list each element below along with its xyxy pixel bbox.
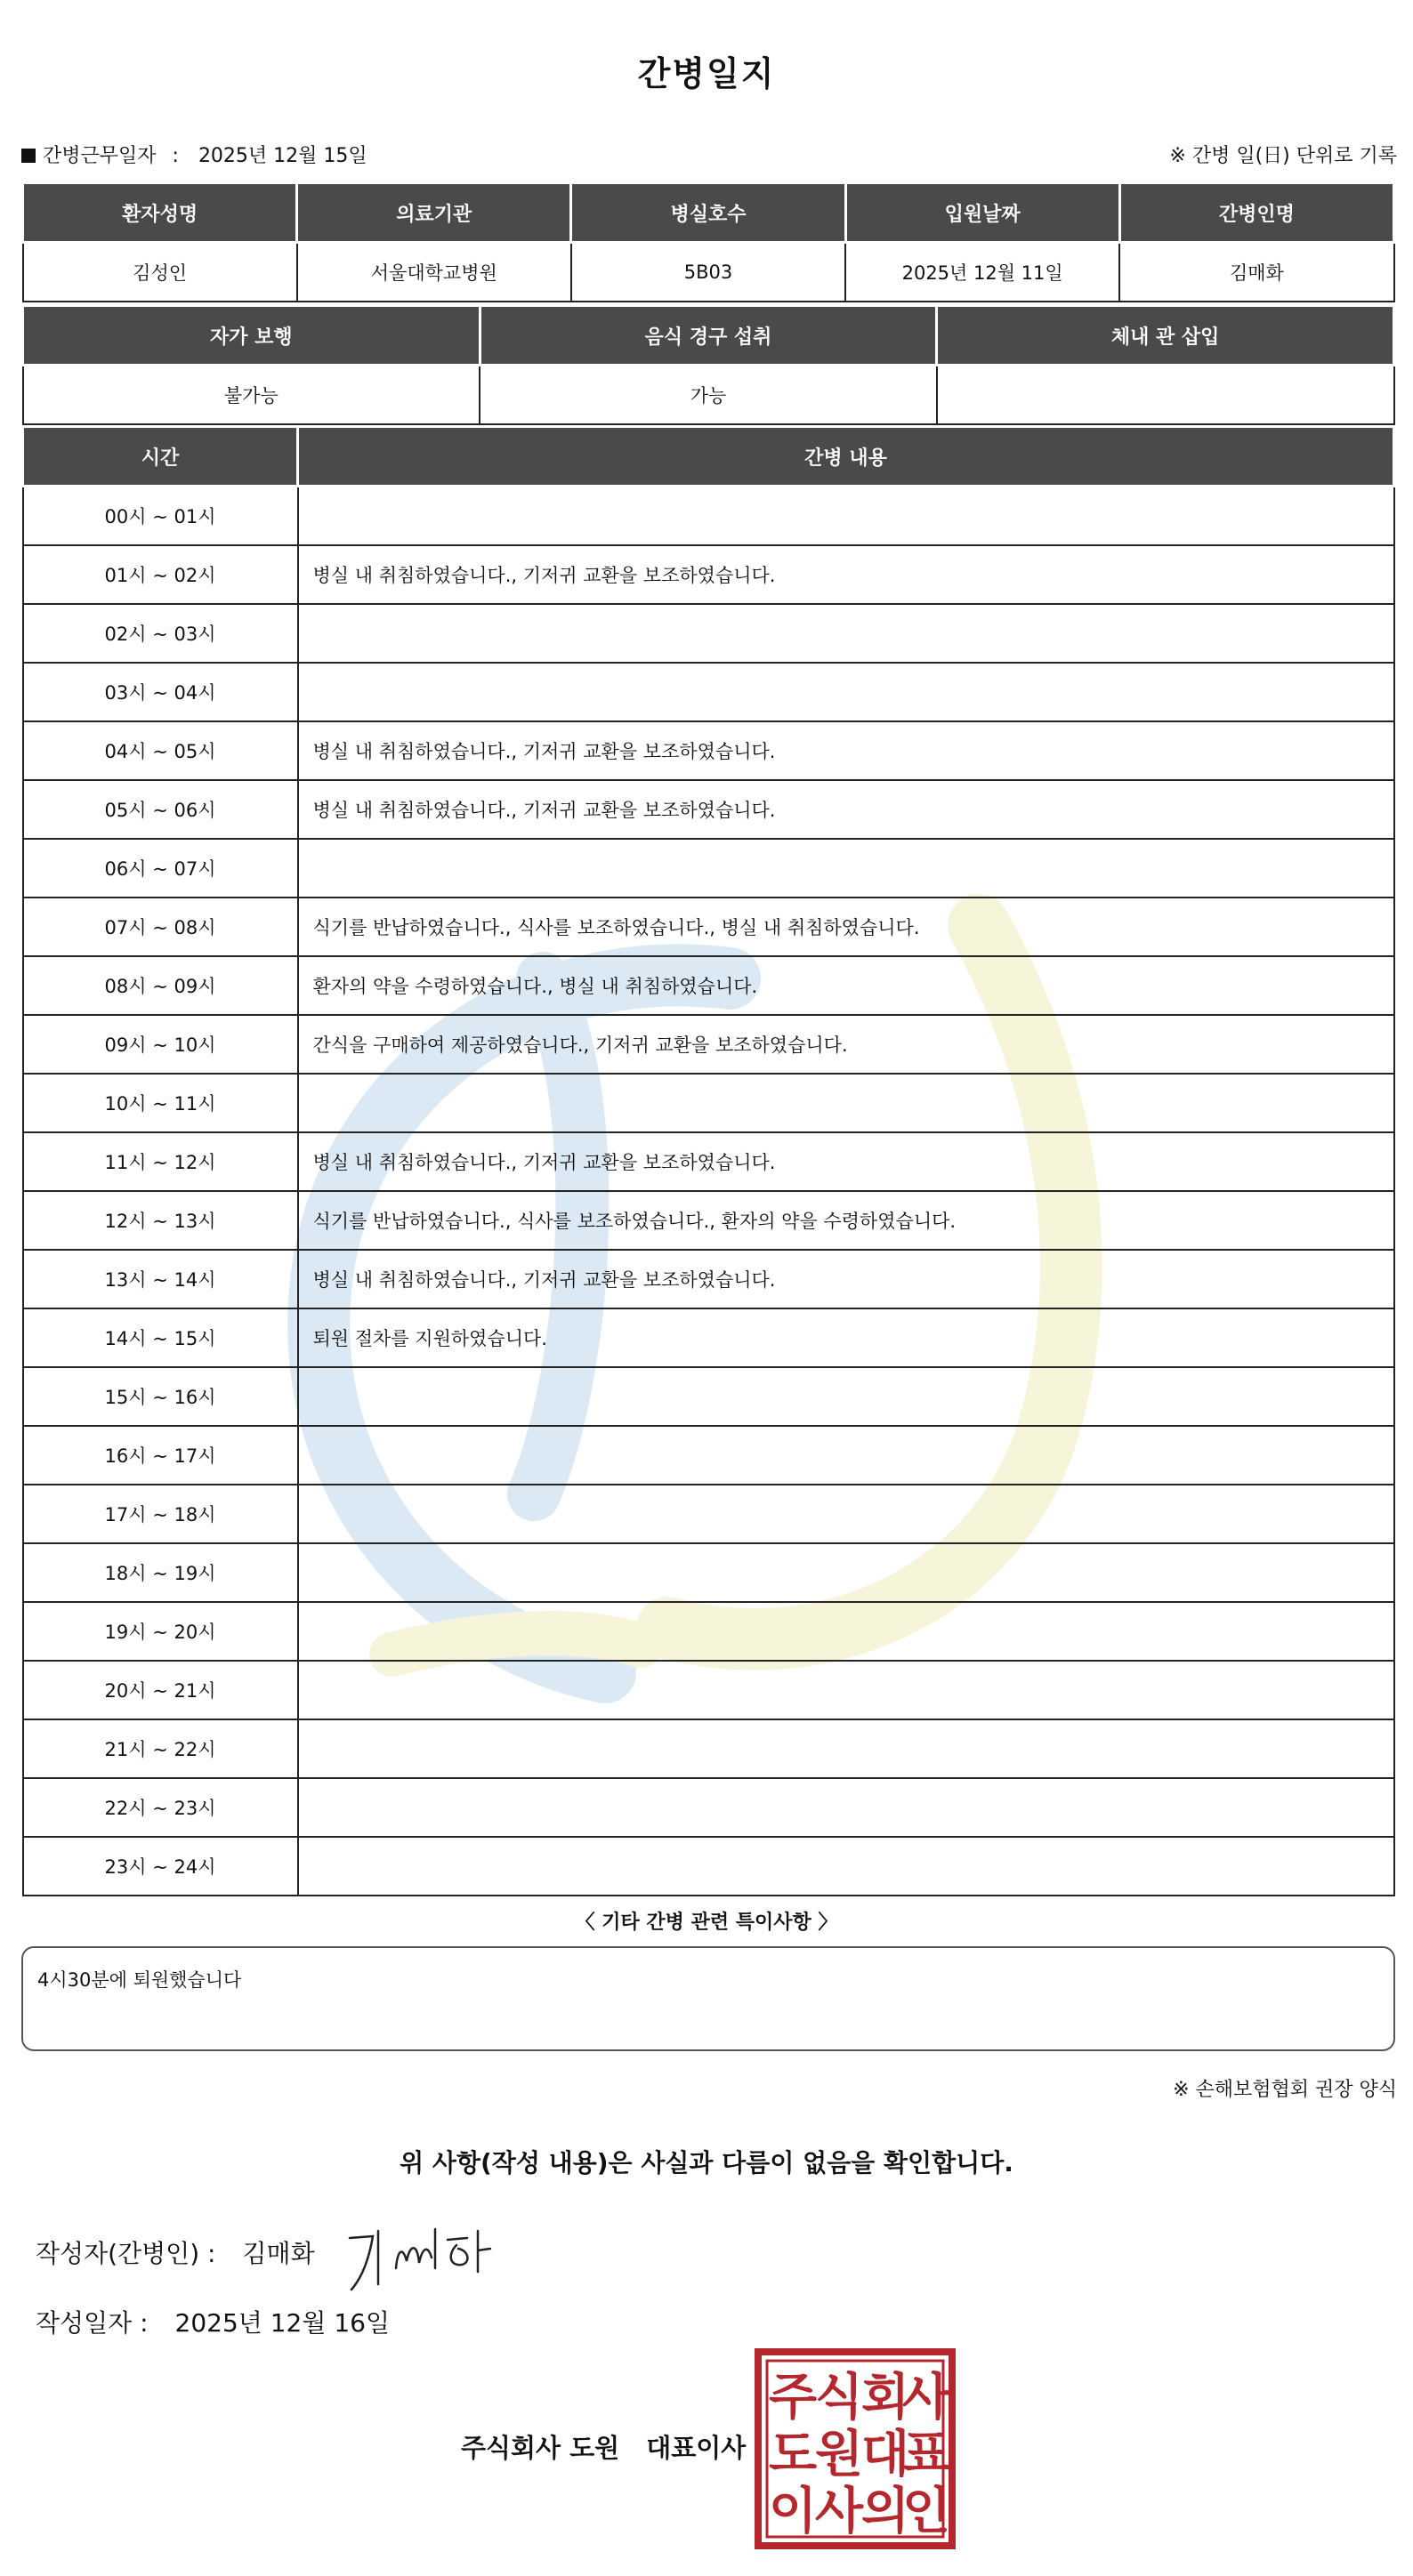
header-self-walking: 자가 보행: [23, 306, 480, 366]
care-content: [298, 1602, 1394, 1661]
time-slot: 11시 ~ 12시: [23, 1132, 298, 1191]
care-content: 병실 내 취침하였습니다., 기저귀 교환을 보조하였습니다.: [298, 780, 1394, 839]
time-slot: 08시 ~ 09시: [23, 956, 298, 1015]
caregiver-name: 김매화: [1119, 243, 1393, 302]
svg-text:인: 인: [901, 2483, 951, 2540]
time-slot: 09시 ~ 10시: [23, 1015, 298, 1074]
page-title: 간병일지: [637, 54, 776, 93]
special-notes-box: 4시30분에 퇴원했습니다: [21, 1946, 1395, 2051]
care-content: [298, 1778, 1394, 1837]
table-row: [23, 1367, 1394, 1426]
work-date-colon: :: [172, 145, 179, 167]
room-number: 5B03: [571, 243, 845, 302]
time-slot: 07시 ~ 08시: [23, 898, 298, 956]
care-content: 식기를 반납하였습니다., 식사를 보조하였습니다., 병실 내 취침하였습니다.: [298, 898, 1394, 956]
work-date-value: 2025년 12월 15일: [198, 145, 367, 167]
svg-text:이: 이: [768, 2483, 818, 2540]
svg-text:회: 회: [860, 2369, 910, 2427]
patient-name: 김성인: [23, 243, 297, 302]
written-date-value: 2025년 12월 16일: [174, 2308, 390, 2338]
header-tube-insertion: 체내 관 삽입: [937, 306, 1394, 366]
table-row: [23, 487, 1394, 546]
time-slot: 12시 ~ 13시: [23, 1191, 298, 1250]
time-slot: 05시 ~ 06시: [23, 780, 298, 839]
square-bullet-icon: [21, 149, 36, 163]
written-date-line: [36, 2304, 390, 2339]
table-row: [23, 1543, 1394, 1602]
tube-insertion: [937, 366, 1394, 425]
company-signature-line: [461, 2428, 746, 2465]
header-hospital: 의료기관: [297, 183, 571, 243]
handwritten-signature: [343, 2222, 498, 2293]
svg-text:표: 표: [901, 2426, 951, 2483]
header-room: 병실호수: [571, 183, 845, 243]
care-content: [298, 1367, 1394, 1426]
time-slot: 17시 ~ 18시: [23, 1485, 298, 1543]
unit-note: ※ 간병 일(日) 단위로 기록: [1169, 145, 1397, 167]
time-slot: 10시 ~ 11시: [23, 1074, 298, 1132]
recommend-note: ※ 손해보험협회 권장 양식: [1173, 2079, 1397, 2101]
header-caregiver-name: 간병인명: [1119, 183, 1393, 243]
care-content: [298, 1719, 1394, 1778]
header-care-content: 간병 내용: [298, 427, 1394, 487]
table-row: [23, 1074, 1394, 1132]
care-content: 병실 내 취침하였습니다., 기저귀 교환을 보조하였습니다.: [298, 545, 1394, 604]
table-row: [23, 1015, 1394, 1074]
patient-status-table: [21, 304, 1395, 425]
table-row: [23, 1661, 1394, 1719]
table-row: [23, 1132, 1394, 1191]
care-content: 식기를 반납하였습니다., 식사를 보조하였습니다., 환자의 약을 수령하였습니다.: [298, 1191, 1394, 1250]
svg-text:식: 식: [814, 2369, 864, 2427]
care-content: [298, 1485, 1394, 1543]
patient-info-table: [21, 181, 1395, 302]
svg-text:사: 사: [901, 2369, 951, 2427]
time-slot: 18시 ~ 19시: [23, 1543, 298, 1602]
time-slot: 22시 ~ 23시: [23, 1778, 298, 1837]
header-time: 시간: [23, 427, 298, 487]
table-row: [23, 1837, 1394, 1896]
care-content: 퇴원 절차를 지원하였습니다.: [298, 1308, 1394, 1367]
care-content: 간식을 구매하여 제공하였습니다., 기저귀 교환을 보조하였습니다.: [298, 1015, 1394, 1074]
time-slot: 00시 ~ 01시: [23, 487, 298, 546]
care-content: 병실 내 취침하였습니다., 기저귀 교환을 보조하였습니다.: [298, 721, 1394, 780]
time-slot: 20시 ~ 21시: [23, 1661, 298, 1719]
care-content: [298, 839, 1394, 898]
admission-date: 2025년 12월 11일: [845, 243, 1119, 302]
care-content: [298, 1074, 1394, 1132]
time-slot: 23시 ~ 24시: [23, 1837, 298, 1896]
care-content: 환자의 약을 수령하였습니다., 병실 내 취침하였습니다.: [298, 956, 1394, 1015]
svg-text:주: 주: [768, 2369, 818, 2427]
svg-text:원: 원: [814, 2426, 864, 2483]
care-content: [298, 1837, 1394, 1896]
company-name: 주식회사 도원: [461, 2433, 620, 2463]
table-row: [23, 663, 1394, 721]
table-row: [23, 1778, 1394, 1837]
svg-text:의: 의: [860, 2483, 910, 2540]
table-row: [23, 1191, 1394, 1250]
table-row: [23, 721, 1394, 780]
table-row: [23, 1602, 1394, 1661]
time-slot: 14시 ~ 15시: [23, 1308, 298, 1367]
care-content: [298, 487, 1394, 546]
care-content: [298, 1426, 1394, 1485]
time-slot: 13시 ~ 14시: [23, 1250, 298, 1308]
self-walking: 불가능: [23, 366, 480, 425]
written-date-label: 작성일자 :: [36, 2308, 149, 2338]
time-slot: 19시 ~ 20시: [23, 1602, 298, 1661]
time-slot: 06시 ~ 07시: [23, 839, 298, 898]
table-row: [23, 1485, 1394, 1543]
work-date-label: 간병근무일자: [43, 145, 157, 167]
table-row: [23, 604, 1394, 663]
table-row: [23, 956, 1394, 1015]
header-patient-name: 환자성명: [23, 183, 297, 243]
time-slot: 01시 ~ 02시: [23, 545, 298, 604]
table-row: [23, 1250, 1394, 1308]
header-admission-date: 입원날짜: [845, 183, 1119, 243]
ceo-title: 대표이사: [646, 2433, 747, 2463]
care-content: [298, 604, 1394, 663]
time-slot: 03시 ~ 04시: [23, 663, 298, 721]
table-row: [23, 898, 1394, 956]
table-row: [23, 780, 1394, 839]
table-row: [23, 1426, 1394, 1485]
time-slot: 04시 ~ 05시: [23, 721, 298, 780]
care-content: 병실 내 취침하였습니다., 기저귀 교환을 보조하였습니다.: [298, 1250, 1394, 1308]
care-content: [298, 1543, 1394, 1602]
writer-label: 작성자(간병인) :: [36, 2239, 216, 2268]
special-notes-title: 〈 기타 간병 관련 특이사항 〉: [575, 1912, 838, 1934]
table-row: [23, 1308, 1394, 1367]
time-slot: 15시 ~ 16시: [23, 1367, 298, 1426]
table-row: [23, 1719, 1394, 1778]
care-log-table: [21, 425, 1395, 1896]
confirmation-statement: 위 사항(작성 내용)은 사실과 다름이 없음을 확인합니다.: [400, 2148, 1013, 2178]
time-slot: 02시 ~ 03시: [23, 604, 298, 663]
company-seal: [755, 2348, 956, 2549]
table-row: [23, 839, 1394, 898]
hospital: 서울대학교병원: [297, 243, 571, 302]
svg-text:대: 대: [860, 2426, 910, 2483]
writer-name: 김매화: [242, 2239, 315, 2268]
care-content: 병실 내 취침하였습니다., 기저귀 교환을 보조하였습니다.: [298, 1132, 1394, 1191]
care-content: [298, 663, 1394, 721]
table-row: [23, 545, 1394, 604]
svg-text:사: 사: [814, 2483, 864, 2540]
writer-line: [36, 2234, 315, 2270]
time-slot: 16시 ~ 17시: [23, 1426, 298, 1485]
work-date: [21, 141, 367, 168]
svg-text:도: 도: [768, 2426, 818, 2483]
time-slot: 21시 ~ 22시: [23, 1719, 298, 1778]
care-content: [298, 1661, 1394, 1719]
oral-intake: 가능: [480, 366, 937, 425]
header-oral-intake: 음식 경구 섭취: [480, 306, 937, 366]
